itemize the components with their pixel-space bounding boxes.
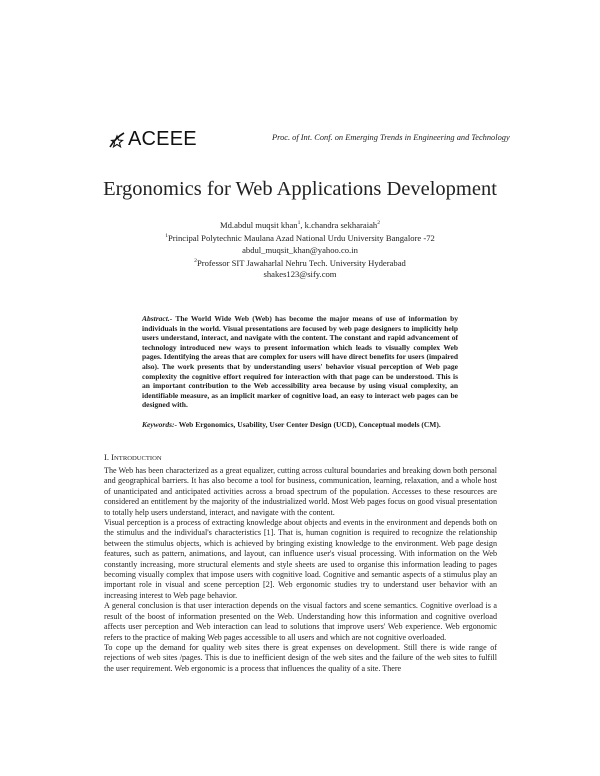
abstract-label: Abstract.-: [142, 314, 173, 323]
keywords-text: Web Ergonomics, Usability, User Center Design (UCD), Conceptual models (CM).: [178, 420, 441, 429]
affiliation-1: $^1$Principal Polytechnic Maulana Azad National Urdu University Bangalore -72: [165, 233, 435, 244]
keywords: [142, 420, 458, 430]
author-2: , k.chandra sekharaiah: [300, 219, 378, 230]
proceedings-header: Proc. of Int. Conf. on Emerging Trends in Engineering and Technology: [272, 133, 510, 142]
keywords-label: Keywords:-: [142, 420, 177, 429]
paragraph: To cope up the demand for quality web sites there is great expenses on development. Still there is wide range of rejections of web sites /pages. This is due to inefficient design of the web sites and the failure of the web sites to fulfill the user requirement. Web ergonomic is a process that influences the quality of a site. There: [104, 642, 497, 673]
section-heading-introduction: I. INTRODUCTION: [104, 452, 162, 462]
paragraph: Visual perception is a process of extracting knowledge about objects and events in the environment and depends both on the stimulus and the individual's characteristics [1]. That is, human cognition is required to recognize the relationship between the stimulus objects, which is achieved by bringing existing knowledge to the environment. Web page design features, such as pattern, animations, and layout, can influence user's visual processing. With information on the Web constantly increasing, more structural elements and style sheets are used to organise this information leading to pages becoming visually complex that impose users with cognitive load. Cognitive and semantic aspects of a stimulus play an important role in visual and scene perception [2]. Web ergonomic studies try to understand user behavior with an increasing interest to Web page behavior.: [104, 518, 497, 600]
paper-title: Ergonomics for Web Applications Development: [103, 178, 497, 200]
author-block: [0, 218, 600, 281]
abstract-text: The World Wide Web (Web) has become the major means of use of information by individuals in the world. Visual presentations are focused by web page designers to implicitly help users understand, interact, and navigate with the content. The constant and rapid advancement of technology introduced new ways to present information which leads to visually complex Web pages. Identifying the areas that are complex for users will have direct benefits for users (impaired also). The work presents that by understanding users' behavior visual perception of Web page complexity the cognitive effort required for interaction with that page can be understood. This is an important contribution to the Web accessibility area because by using visual complexity, an identifiable measure, as an implicit marker of cognitive load, an easy to interact web pages can be designed with.: [142, 314, 458, 410]
author-1: Md.abdul muqsit khan: [219, 219, 298, 230]
affiliation-2: $^2$Professor SIT Jawaharlal Nehru Tech. University Hyderabad: [194, 257, 406, 268]
author-2-sup: 2: [377, 220, 380, 226]
abstract: [142, 314, 458, 410]
author-1-sup: 1: [297, 220, 301, 226]
paragraph: A general conclusion is that user interaction depends on the visual factors and scene semantics. Cognitive overload is a result of the boost of information presented on the Web. Understanding how this information and cognitive overload affects user perception and Web interaction can lead to solutions that improve users' Web experience. Web ergonomic refers to the practice of making Web pages accessible to all users and which are not cognitive overloaded.: [104, 601, 497, 642]
email-1: abdul_muqsit_khan@yahoo.co.in: [242, 244, 358, 255]
body-text: [104, 466, 497, 674]
paragraph: The Web has been characterized as a great equalizer, cutting across cultural boundaries and breaking down both personal and geographical barriers. It has also become a tool for business, communication, learning, relaxation, and a whole host of unanticipated and anticipated activities across a broad spectrum of the population. Accesses to these resources are considered an entitlement by the majority of the industrialized world. Most Web pages focus on good visual presentation to totally help users understand, interact, and navigate with the content.: [104, 466, 497, 517]
aceee-logo: [108, 128, 197, 151]
email-2: shakes123@sify.com: [263, 269, 337, 280]
star-swoosh-icon: [108, 130, 126, 150]
author-names: [0, 218, 600, 231]
logo-text: ACEEE: [128, 128, 197, 150]
